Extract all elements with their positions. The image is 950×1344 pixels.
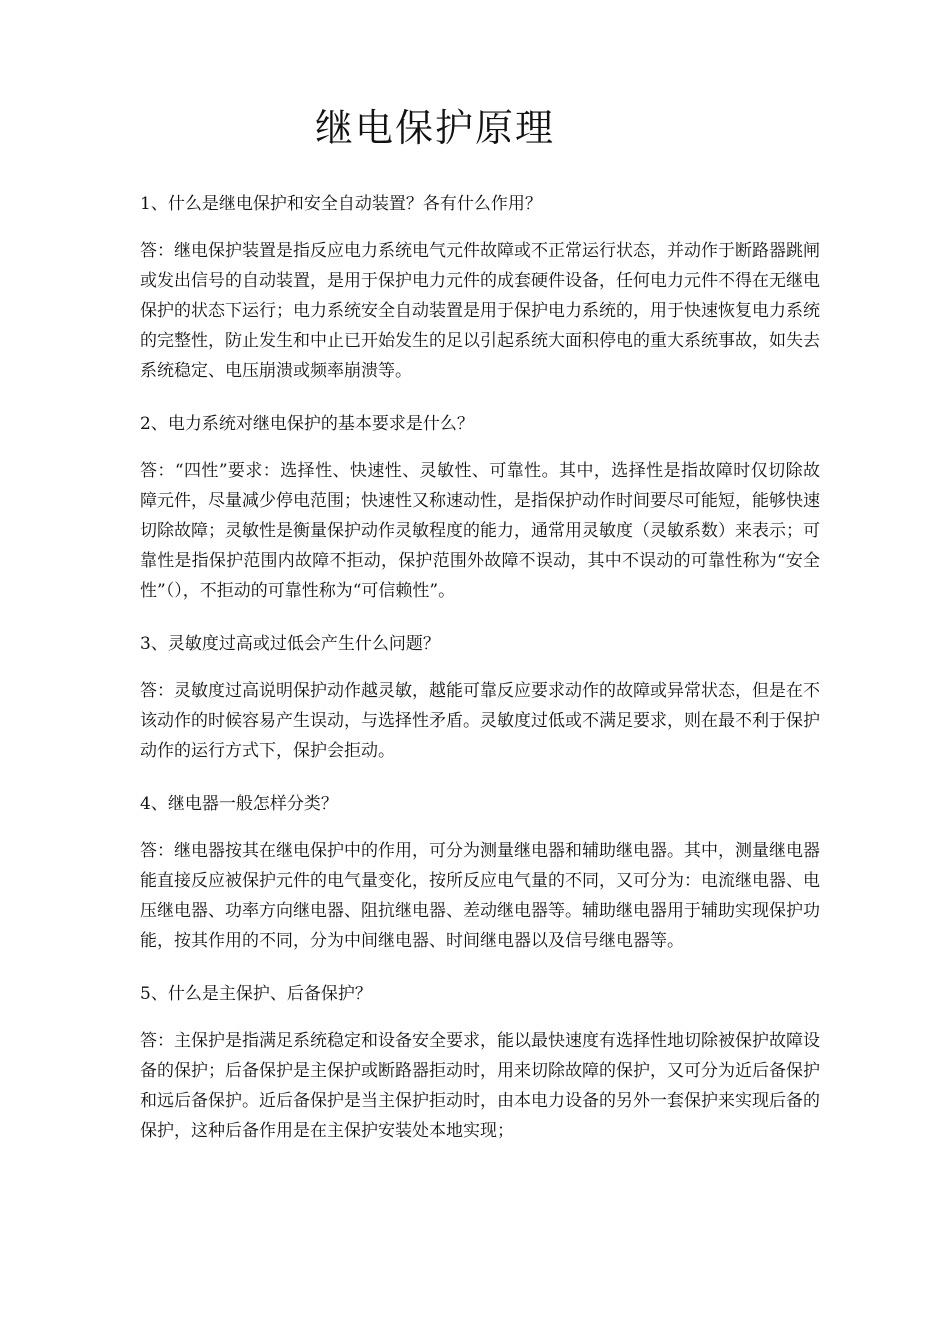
question-1: 1、什么是继电保护和安全自动装置？各有什么作用？ [140, 194, 542, 214]
document-body [140, 190, 820, 1170]
question-4: 4、继电器一般怎样分类？ [140, 794, 338, 814]
answer-5: 答：主保护是指满足系统稳定和设备安全要求，能以最快速度有选择性地切除被保护故障设备的保护；后备保护是主保护或断路器拒动时，用来切除故障的保护，又可分为近后备保护和远后备保护。近后备保护是当主保护拒动时，由本电力设备的另外一套保护来实现后备的保护，这种后备作用是在主保护安装处本地实现； [140, 1031, 820, 1141]
answer-2: 答：“四性”要求：选择性、快速性、灵敏性、可靠性。其中，选择性是指故障时仅切除故障元件，尽量减少停电范围；快速性又称速动性，是指保护动作时间要尽可能短，能够快速切除故障；灵敏性是衡量保护动作灵敏程度的能力，通常用灵敏度（灵敏系数）来表示；可靠性是指保护范围内故障不拒动，保护范围外故障不误动，其中不误动的可靠性称为“安全性”（），不拒动的可靠性称为“可信赖性”。 [140, 461, 820, 601]
answer-3: 答：灵敏度过高说明保护动作越灵敏，越能可靠反应要求动作的故障或异常状态，但是在不该动作的时候容易产生误动，与选择性矛盾。灵敏度过低或不满足要求，则在最不利于保护动作的运行方式下，保护会拒动。 [140, 681, 820, 761]
answer-4: 答：继电器按其在继电保护中的作用，可分为测量继电器和辅助继电器。其中，测量继电器能直接反应被保护元件的电气量变化，按所反应电气量的不同，又可分为：电流继电器、电压继电器、功率方向继电器、阻抗继电器、差动继电器等。辅助继电器用于辅助实现保护功能，按其作用的不同，分为中间继电器、时间继电器以及信号继电器等。 [140, 841, 820, 951]
answer-1: 答：继电保护装置是指反应电力系统电气元件故障或不正常运行状态，并动作于断路器跳闸或发出信号的自动装置，是用于保护电力元件的成套硬件设备，任何电力元件不得在无继电保护的状态下运行；电力系统安全自动装置是用于保护电力系统的，用于快速恢复电力系统的完整性，防止发生和中止已开始发生的足以引起系统大面积停电的重大系统事故，如失去系统稳定、电压崩溃或频率崩溃等。 [140, 241, 820, 381]
question-2: 2、电力系统对继电保护的基本要求是什么？ [140, 414, 474, 434]
question-3: 3、灵敏度过高或过低会产生什么问题？ [140, 634, 440, 654]
question-5: 5、什么是主保护、后备保护？ [140, 984, 372, 1004]
document-title: 继电保护原理 [314, 106, 555, 150]
